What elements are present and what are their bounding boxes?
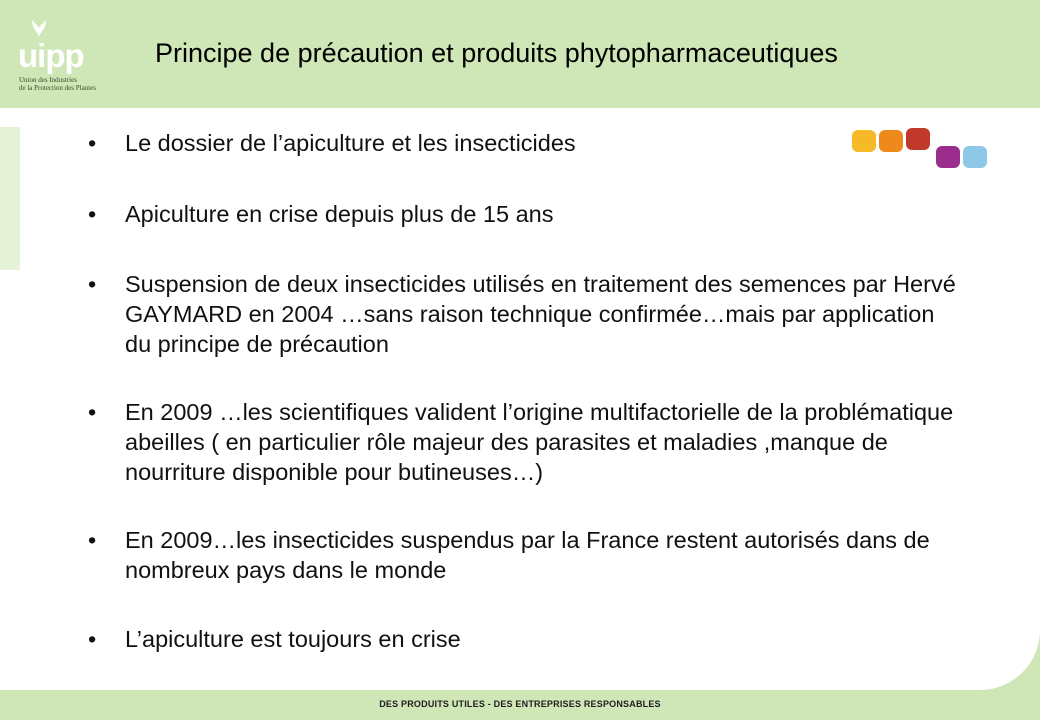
bullet-text: L’apiculture est toujours en crise — [125, 626, 461, 652]
bullet-text: Apiculture en crise depuis plus de 15 ans — [125, 201, 554, 227]
plant-leaf-icon — [30, 18, 48, 38]
footer-tagline: DES PRODUITS UTILES - DES ENTREPRISES RESPONSABLES — [379, 699, 661, 709]
logo-line-2: de la Protection des Plantes — [19, 84, 96, 92]
bullet-marker: • — [88, 626, 97, 652]
bullet-marker: • — [88, 130, 97, 156]
bullet-marker: • — [88, 201, 97, 227]
uipp-logo — [14, 18, 104, 98]
bullet-text: En 2009 …les scientifiques valident l’origine multifactorielle de la problématique abeilles ( en particulier rôle majeur des parasites et maladies ,manque de nourriture disponible pour butineuses…) — [125, 399, 954, 485]
bullet-marker: • — [88, 271, 97, 297]
bullet-marker: • — [88, 399, 97, 425]
side-tab — [0, 127, 20, 270]
bullet-text: Le dossier de l’apiculture et les insecticides — [125, 130, 576, 156]
logo-line-1: Union des Industries — [19, 76, 77, 84]
decor-square-blue — [963, 146, 987, 168]
bullet-marker: • — [88, 527, 97, 553]
bullet-text: Suspension de deux insecticides utilisés en traitement des semences par Hervé GAYMARD en 2004 …sans raison technique confirmée…mais par application du principe de précaution — [125, 271, 956, 357]
bullet-text: En 2009…les insecticides suspendus par la France restent autorisés dans de nombreux pays dans le monde — [125, 527, 930, 583]
logo-wordmark: uipp — [18, 37, 84, 74]
slide-title: Principe de précaution et produits phytopharmaceutiques — [155, 38, 838, 68]
